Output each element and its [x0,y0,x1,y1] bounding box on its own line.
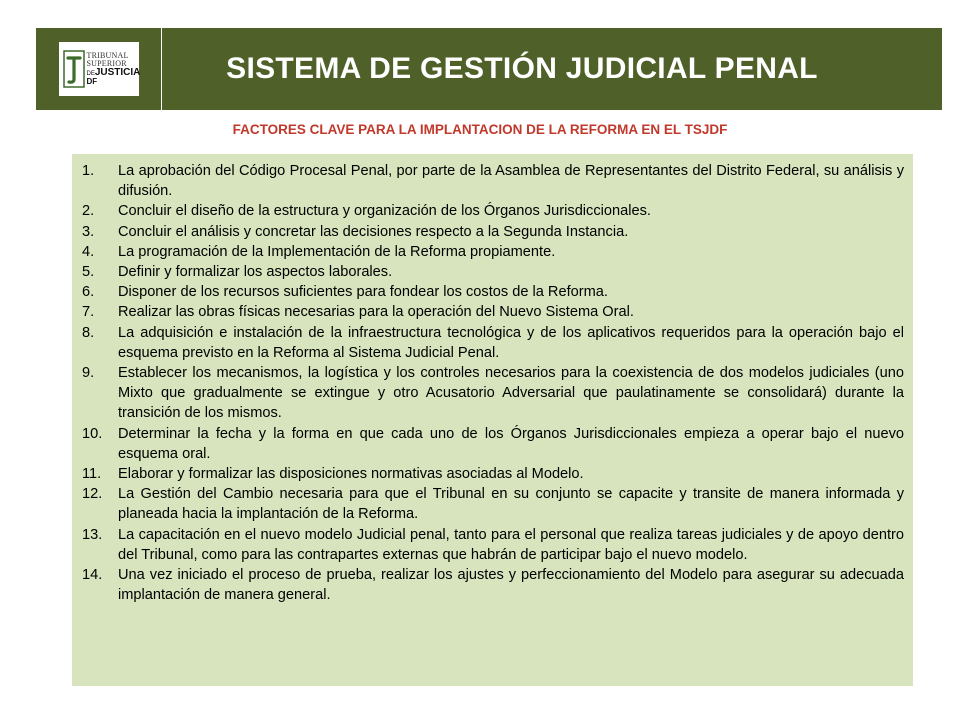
list-item-text: La Gestión del Cambio necesaria para que el Tribunal en su conjunto se capacite y transite de manera informada y planeada hacia la implantación de la Reforma. [118,486,904,523]
list-item-text: La capacitación en el nuevo modelo Judicial penal, tanto para el personal que realiza tareas judiciales y de apoyo dentro del Tribunal, como para las contrapartes externas que habrán de participar bajo el nuevo modelo. [118,526,904,563]
list-item [82,525,904,565]
list-item-text: Concluir el análisis y concretar las decisiones respecto a la Segunda Instancia. [118,223,629,240]
list-item-number: 14. [82,567,103,584]
list-item [82,201,904,221]
list-item-number: 12. [82,486,103,503]
list-item [82,222,904,242]
list-item-number: 4. [82,243,95,260]
section-subtitle: FACTORES CLAVE PARA LA IMPLANTACION DE LA REFORMA EN EL TSJDF [232,122,728,137]
list-item [82,484,904,524]
logo-line-de: DE [86,71,95,77]
logo-cell [36,28,162,110]
list-item-number: 7. [82,304,95,321]
title-cell [162,28,942,110]
list-item [82,565,904,605]
list-item [82,464,904,484]
page-title: SISTEMA DE GESTIÓN JUDICIAL PENAL [226,52,818,85]
tribunal-logo [59,42,139,96]
list-item-number: 8. [82,324,95,341]
list-item-text: Una vez iniciado el proceso de prueba, realizar los ajustes y perfeccionamiento del Modelo para asegurar su adecuada implantación de manera general. [118,567,904,604]
logo-wordmark [87,52,141,86]
list-item-number: 6. [82,284,95,301]
list-item [82,262,904,282]
list-item-text: Realizar las obras físicas necesarias para la operación del Nuevo Sistema Oral. [118,304,634,321]
list-item [82,363,904,424]
list-item-text: Disponer de los recursos suficientes para fondear los costos de la Reforma. [118,284,608,301]
list-item-number: 13. [82,526,103,543]
list-item-number: 9. [82,365,95,382]
list-item [82,424,904,464]
list-item-text: Elaborar y formalizar las disposiciones normativas asociadas al Modelo. [118,466,584,483]
list-item-text: La adquisición e instalación de la infraestructura tecnológica y de los aplicativos requeridos para la operación bajo el esquema previsto en la Reforma al Sistema Judicial Penal. [118,324,904,361]
list-item-number: 10. [82,425,103,442]
list-item-number: 1. [82,163,95,179]
list-item [82,323,904,363]
list-item [82,302,904,322]
list-item-number: 2. [82,203,95,220]
header-banner [36,28,942,110]
list-item-text: Definir y formalizar los aspectos laborales. [118,264,393,281]
list-item-text: Establecer los mecanismos, la logística y los controles necesarios para la coexistencia de dos modelos judiciales (uno Mixto que gradualmente se extingue y otro Acusatorio Adversarial que paulatinamente se consolidará) durante la transición de los mismos. [118,365,904,422]
list-item-number: 11. [82,466,102,483]
list-item-text: La programación de la Implementación de la Reforma propiamente. [118,243,556,260]
factors-list [82,161,904,605]
logo-line-superior: SUPERIOR [86,59,127,68]
tsjdf-emblem-icon [63,49,85,89]
list-item [82,161,904,201]
list-item [82,242,904,262]
logo-line-justicia-word: JUSTICIA [94,67,141,78]
logo-line-tribunal: TRIBUNAL [86,51,129,60]
list-item-text: Concluir el diseño de la estructura y organización de los Órganos Jurisdiccionales. [118,203,651,220]
list-item-number: 3. [82,223,95,240]
factors-panel [72,154,913,686]
list-item-number: 5. [82,264,95,281]
logo-line-df: DF [86,77,98,86]
list-item-text: Determinar la fecha y la forma en que cada uno de los Órganos Jurisdiccionales empieza a operar bajo el nuevo esquema oral. [118,425,904,462]
list-item-text: La aprobación del Código Procesal Penal, por parte de la Asamblea de Representantes del Distrito Federal, su análisis y difusión. [118,163,904,200]
list-item [82,282,904,302]
